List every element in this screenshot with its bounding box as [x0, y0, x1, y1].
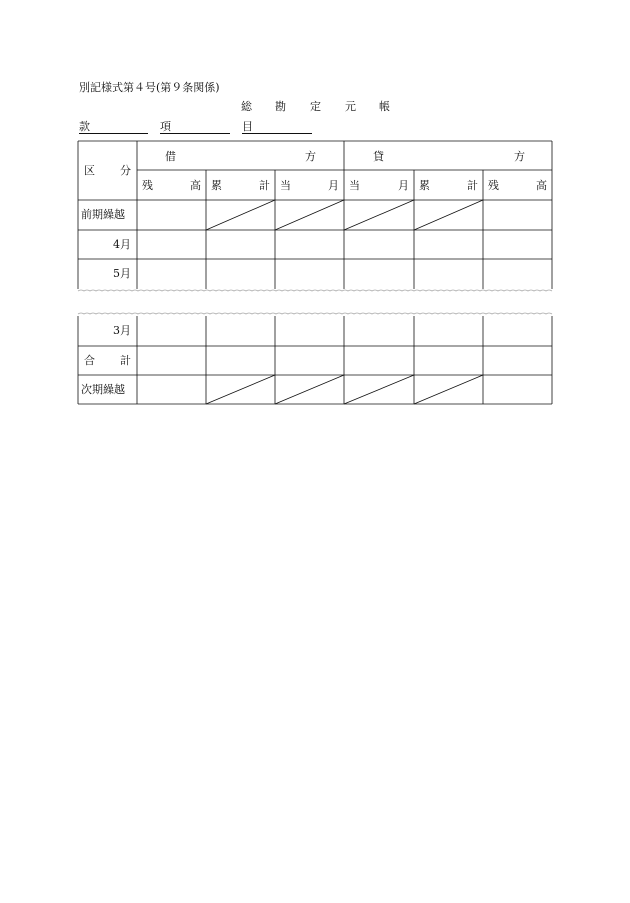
title-char: 元 — [345, 100, 356, 113]
header-col-credit-month-2: 月 — [398, 179, 409, 192]
header-debit-2: 方 — [305, 150, 316, 163]
row-label-prior-carryover: 前期繰越 — [81, 208, 125, 221]
header-col-debit-cumulative-1: 累 — [211, 179, 222, 192]
header-credit-2: 方 — [514, 150, 525, 163]
header-credit-1: 貸 — [373, 150, 384, 163]
row-label-april: 4月 — [113, 238, 131, 251]
header-kubun-1: 区 — [84, 164, 95, 177]
row-label-may: 5月 — [113, 267, 131, 280]
header-col-credit-cumulative-2: 計 — [467, 179, 478, 192]
header-col-debit-cumulative-2: 計 — [259, 179, 270, 192]
title-char: 勘 — [275, 100, 286, 113]
kou-label: 項 — [160, 120, 171, 133]
title-char: 帳 — [379, 100, 390, 113]
header-col-debit-balance-2: 高 — [190, 179, 201, 192]
header-debit-1: 借 — [165, 150, 176, 163]
row-label-next-carryover: 次期繰越 — [81, 383, 125, 396]
header-col-credit-balance-2: 高 — [536, 179, 547, 192]
row-label-total-1: 合 — [84, 354, 95, 367]
row-label-march: 3月 — [113, 324, 131, 337]
header-col-credit-balance-1: 残 — [488, 179, 499, 192]
moku-label: 目 — [242, 120, 253, 133]
header-col-debit-month-1: 当 — [280, 179, 291, 192]
title-char: 定 — [310, 100, 321, 113]
form-label: 別記様式第４号(第９条関係) — [79, 81, 220, 94]
header-col-credit-cumulative-1: 累 — [419, 179, 430, 192]
title-char: 総 — [241, 100, 252, 113]
header-col-credit-month-1: 当 — [349, 179, 360, 192]
header-kubun-2: 分 — [120, 164, 131, 177]
row-label-total-2: 計 — [120, 354, 131, 367]
header-col-debit-month-2: 月 — [328, 179, 339, 192]
header-col-debit-balance-1: 残 — [142, 179, 153, 192]
kan-label: 款 — [79, 120, 90, 133]
